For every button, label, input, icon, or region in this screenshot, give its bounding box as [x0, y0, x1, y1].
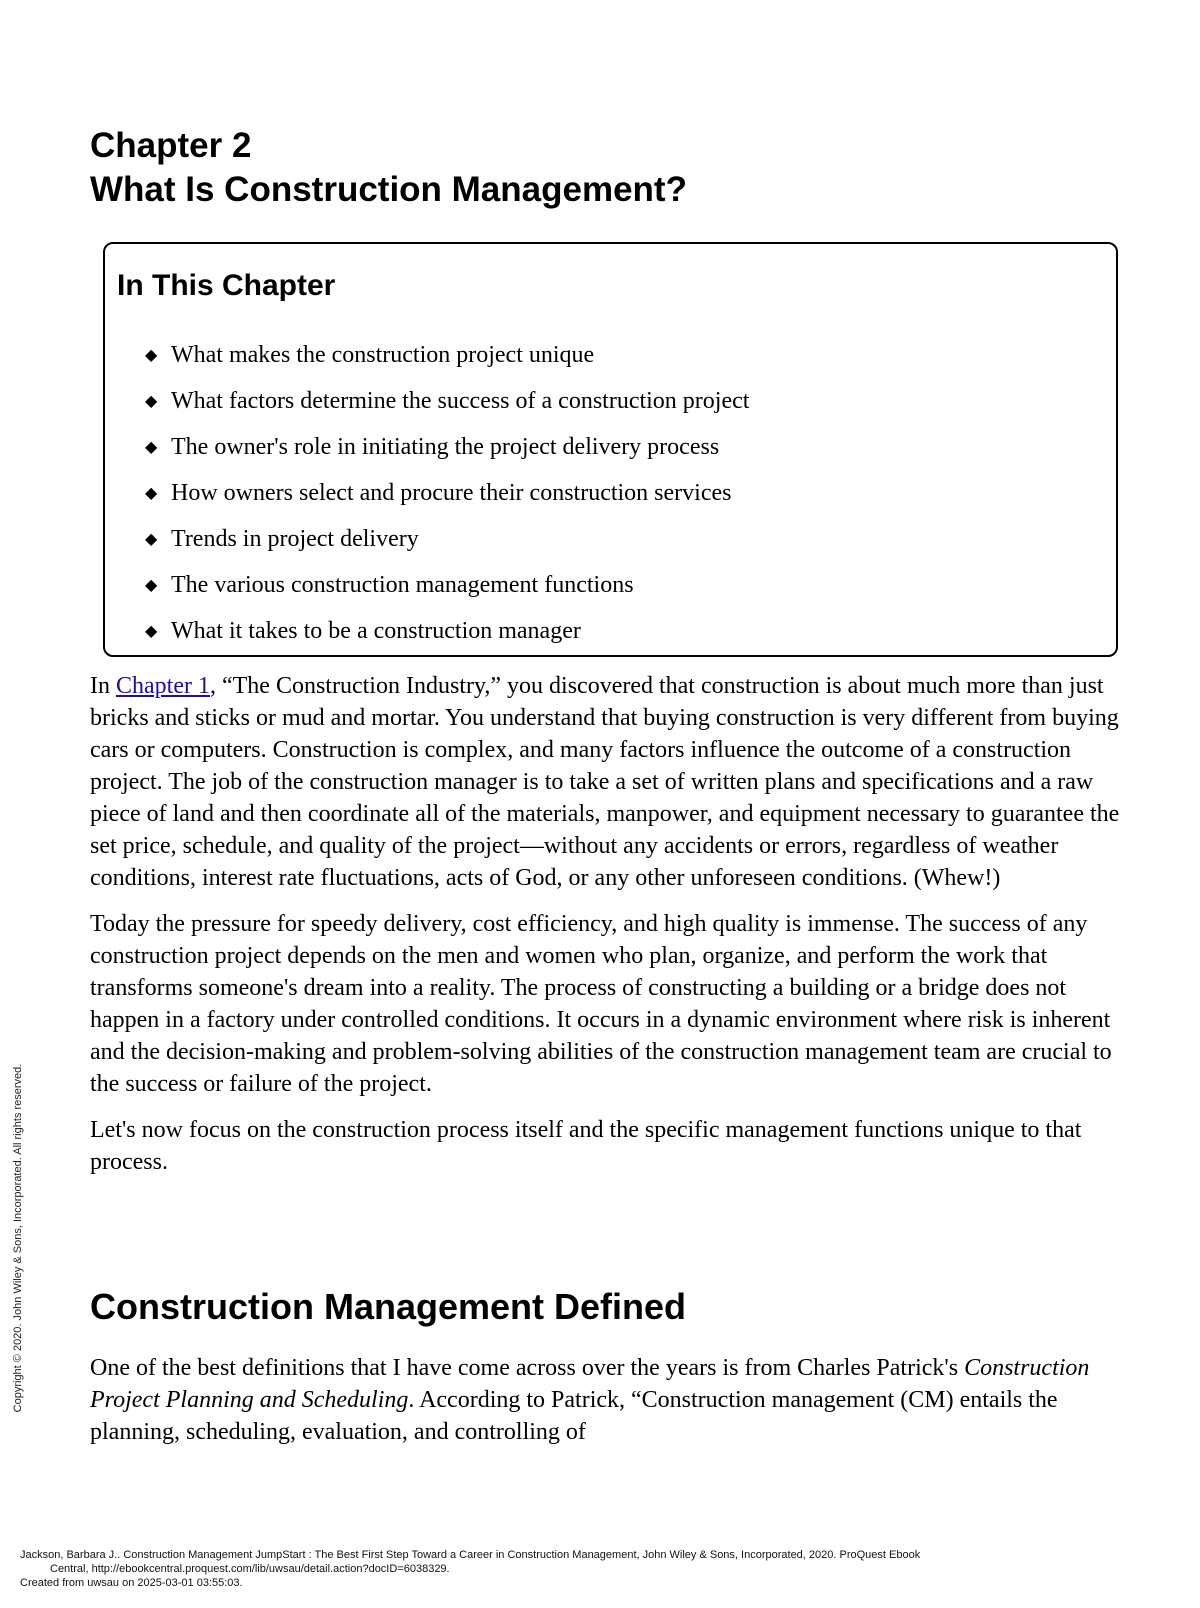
in-this-chapter-box: [103, 242, 1118, 657]
list-item-text: What it takes to be a construction manager: [171, 617, 581, 644]
diamond-bullet-icon: ◆: [145, 531, 158, 548]
list-item: [145, 332, 749, 378]
chapter-1-link[interactable]: Chapter 1: [116, 673, 210, 699]
list-item-text: What makes the construction project unique: [171, 341, 595, 368]
diamond-bullet-icon: ◆: [145, 485, 158, 502]
list-item-text: The various construction management functions: [171, 571, 634, 598]
list-item: [145, 424, 749, 470]
section-heading: Construction Management Defined: [90, 1286, 687, 1327]
section-paragraph: [90, 1352, 1135, 1448]
in-this-chapter-list: [145, 332, 749, 654]
side-copyright-notice: Copyright © 2020. John Wiley & Sons, Incorporated. All rights reserved.: [12, 1063, 24, 1413]
list-item: [145, 562, 749, 608]
footer-line-2: Central, http://ebookcentral.proquest.com/lib/uwsau/detail.action?docID=6038329.: [50, 1563, 450, 1575]
diamond-bullet-icon: ◆: [145, 439, 158, 456]
list-item-text: The owner's role in initiating the project delivery process: [171, 433, 720, 460]
chapter-number: Chapter 2: [90, 126, 252, 165]
list-item: [145, 470, 749, 516]
chapter-heading: [90, 124, 687, 212]
footer-line-3: Created from uwsau on 2025-03-01 03:55:03.: [20, 1577, 243, 1589]
list-item-text: How owners select and procure their construction services: [171, 479, 732, 506]
section-paragraph-prefix: One of the best definitions that I have come across over the years is from Charles Patrick's: [90, 1355, 965, 1381]
diamond-bullet-icon: ◆: [145, 577, 158, 594]
list-item-text: What factors determine the success of a construction project: [171, 387, 750, 414]
list-item: [145, 378, 749, 424]
in-this-chapter-heading: In This Chapter: [117, 269, 336, 302]
diamond-bullet-icon: ◆: [145, 393, 158, 410]
body-text: [90, 670, 1135, 1192]
footer-line-1: Jackson, Barbara J.. Construction Management JumpStart : The Best First Step Toward a Career in Construction Management, John Wiley & Sons, Incorporated, 2020. ProQuest Ebook: [20, 1549, 921, 1561]
book-title: Construction Project Planning and Scheduling: [90, 1355, 1090, 1413]
citation-footer: [20, 1548, 1170, 1590]
list-item-text: Trends in project delivery: [171, 525, 419, 552]
diamond-bullet-icon: ◆: [145, 347, 158, 364]
list-item: [145, 608, 749, 654]
body-paragraph-2: Today the pressure for speedy delivery, cost efficiency, and high quality is immense. The success of any construction project depends on the men and women who plan, organize, and perform the work that transforms someone's dream into a reality. The process of constructing a building or a bridge does not happen in a factory under controlled conditions. It occurs in a dynamic environment where risk is inherent and the decision-making and problem-solving abilities of the construction management team are crucial to the success or failure of the project.: [90, 911, 1112, 1097]
chapter-title: What Is Construction Management?: [90, 170, 687, 209]
body-paragraph-1-prefix: In: [90, 673, 116, 699]
body-paragraph-3: Let's now focus on the construction process itself and the specific management functions unique to that process.: [90, 1117, 1082, 1175]
body-paragraph-1: [90, 670, 1135, 894]
diamond-bullet-icon: ◆: [145, 623, 158, 640]
section-paragraph-rest: . According to Patrick, “Construction management (CM) entails the planning, scheduling, evaluation, and controlling of: [90, 1387, 1058, 1445]
list-item: [145, 516, 749, 562]
body-paragraph-1-rest: , “The Construction Industry,” you discovered that construction is about much more than just bricks and sticks or mud and mortar. You understand that buying construction is very different from buying cars or computers. Construction is complex, and many factors influence the outcome of a construction project. The job of the construction manager is to take a set of written plans and specifications and a raw piece of land and then coordinate all of the materials, manpower, and equipment necessary to guarantee the set price, schedule, and quality of the project—without any accidents or errors, regardless of weather conditions, interest rate fluctuations, acts of God, or any other unforeseen conditions. (Whew!): [90, 673, 1120, 891]
